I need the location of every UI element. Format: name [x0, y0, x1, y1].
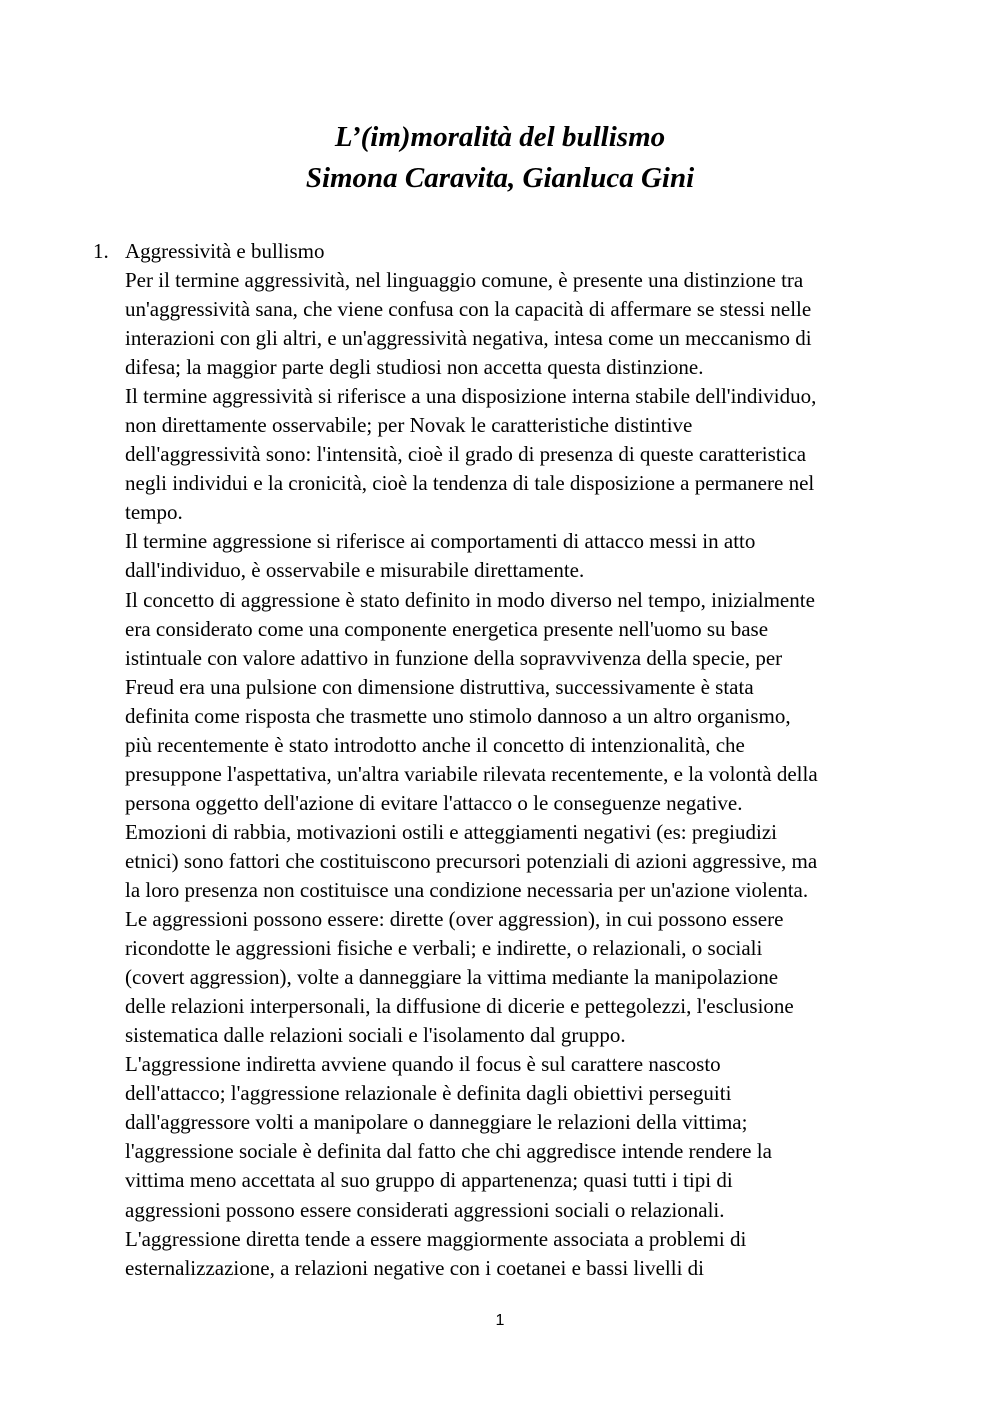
- body-line: L'aggressione diretta tende a essere maggiormente associata a problemi di: [125, 1226, 747, 1251]
- body-line: presuppone l'aspettativa, un'altra variabile rilevata recentemente, e la volontà della: [125, 761, 818, 786]
- body-line: era considerato come una componente energetica presente nell'uomo su base: [125, 616, 769, 641]
- body-line: Il concetto di aggressione è stato definito in modo diverso nel tempo, inizialmente: [125, 587, 815, 612]
- body-line: dall'individuo, è osservabile e misurabile direttamente.: [125, 558, 585, 583]
- body-line: istintuale con valore adattivo in funzione della sopravvivenza della specie, per: [125, 645, 783, 670]
- section-body: [125, 266, 913, 1283]
- body-line: persona oggetto dell'azione di evitare l'attacco o le conseguenze negative.: [125, 790, 743, 815]
- body-line: aggressioni possono essere considerati aggressioni sociali o relazionali.: [125, 1197, 725, 1222]
- body-line: Il termine aggressione si riferisce ai comportamenti di attacco messi in atto: [125, 529, 756, 554]
- body-line: sistematica dalle relazioni sociali e l'isolamento dal gruppo.: [125, 1023, 626, 1048]
- body-line: ricondotte le aggressioni fisiche e verbali; e indirette, o relazionali, o sociali: [125, 936, 763, 961]
- body-line: etnici) sono fattori che costituiscono precursori potenziali di azioni aggressive, ma: [125, 848, 818, 873]
- body-line: tempo.: [125, 500, 183, 525]
- body-line: l'aggressione sociale è definita dal fatto che chi aggredisce intende rendere la: [125, 1139, 772, 1164]
- body-line: Le aggressioni possono essere: dirette (over aggression), in cui possono essere: [125, 907, 784, 932]
- body-line: Emozioni di rabbia, motivazioni ostili e atteggiamenti negativi (es: pregiudizi: [125, 819, 777, 844]
- body-line: negli individui e la cronicità, cioè la tendenza di tale disposizione a permanere nel: [125, 471, 815, 496]
- section-number: 1.: [93, 239, 109, 263]
- section-1: [93, 237, 913, 1283]
- body-line: difesa; la maggior parte degli studiosi non accetta questa distinzione.: [125, 355, 704, 380]
- document-authors: Simona Caravita, Gianluca Gini: [305, 162, 695, 194]
- body-line: delle relazioni interpersonali, la diffusione di dicerie e pettegolezzi, l'esclusione: [125, 994, 794, 1019]
- body-line: esternalizzazione, a relazioni negative con i coetanei e bassi livelli di: [125, 1255, 704, 1280]
- body-line: un'aggressività sana, che viene confusa con la capacità di affermare se stessi nelle: [125, 297, 812, 322]
- body-line: non direttamente osservabile; per Novak le caratteristiche distintive: [125, 413, 693, 438]
- body-line: più recentemente è stato introdotto anche il concetto di intenzionalità, che: [125, 732, 745, 757]
- body-line: vittima meno accettata al suo gruppo di appartenenza; quasi tutti i tipi di: [125, 1168, 733, 1193]
- body-line: Per il termine aggressività, nel linguaggio comune, è presente una distinzione tra: [125, 268, 804, 292]
- body-line: definita come risposta che trasmette uno stimolo dannoso a un altro organismo,: [125, 703, 791, 728]
- section-heading: [93, 237, 913, 266]
- body-line: dell'aggressività sono: l'intensità, cioè il grado di presenza di queste caratteristica: [125, 442, 807, 467]
- document-title: L’(im)moralità del bullismo: [334, 121, 666, 153]
- title-block: [0, 117, 1000, 199]
- body-line: Il termine aggressività si riferisce a una disposizione interna stabile dell'individuo,: [125, 384, 817, 409]
- body-line: L'aggressione indiretta avviene quando il focus è sul carattere nascosto: [125, 1052, 721, 1077]
- section-heading-text: Aggressività e bullismo: [125, 239, 325, 263]
- body-line: dell'attacco; l'aggressione relazionale è definita dagli obiettivi perseguiti: [125, 1081, 732, 1106]
- body-line: interazioni con gli altri, e un'aggressività negativa, intesa come un meccanismo di: [125, 326, 812, 351]
- body-line: Freud era una pulsione con dimensione distruttiva, successivamente è stata: [125, 674, 754, 699]
- body-line: dall'aggressore volti a manipolare o danneggiare le relazioni della vittima;: [125, 1110, 748, 1135]
- page-number: 1: [495, 1312, 505, 1329]
- body-line: (covert aggression), volte a danneggiare la vittima mediante la manipolazione: [125, 965, 779, 990]
- body-line: la loro presenza non costituisce una condizione necessaria per un'azione violenta.: [125, 877, 809, 902]
